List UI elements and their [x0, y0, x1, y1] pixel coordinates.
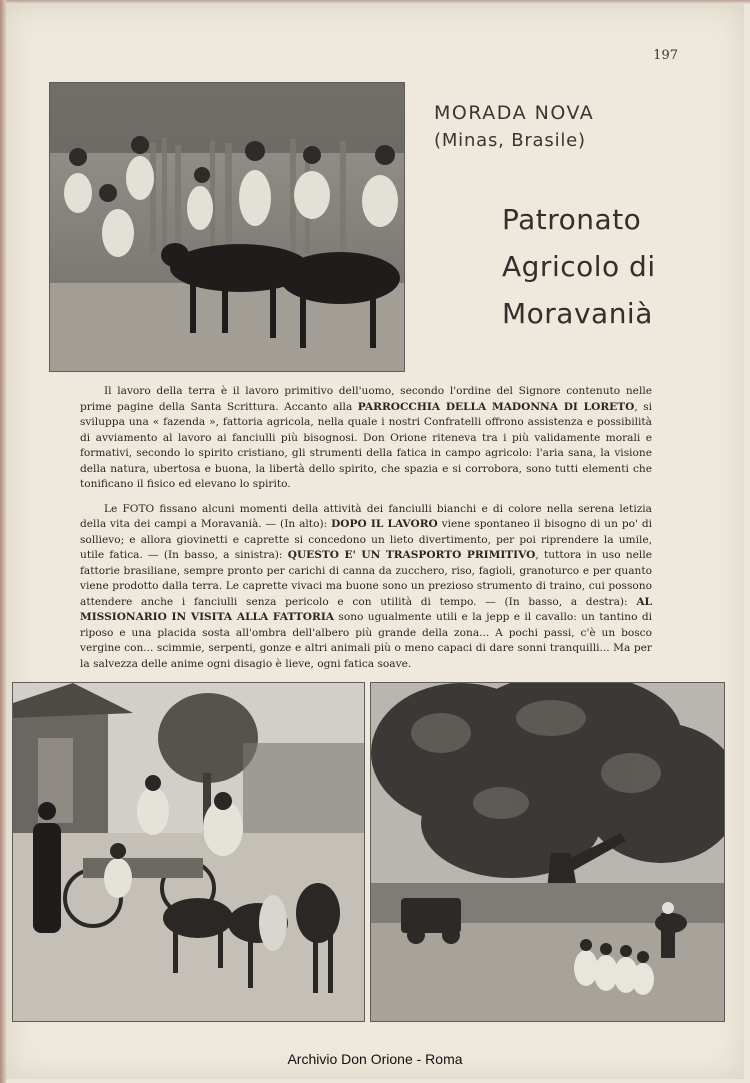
photo-tree-and-jeep [370, 682, 725, 1022]
text-run: Le FOTO fissano alcuni momenti della attività dei fanciulli bianchi e di colore nella serena letizia della vita dei campi a Moravanià. — (In alto): [80, 502, 652, 530]
bold-text-run: DOPO IL LAVORO [331, 518, 438, 530]
bold-text-run: AL MISSIONARIO IN VISITA ALLA FATTORIA [80, 595, 652, 623]
page-binding-edge [0, 0, 6, 1083]
photo-goat-cart [12, 682, 365, 1022]
bold-text-run: PARROCCHIA DELLA MADONNA DI LORETO [357, 400, 635, 413]
text-run: viene spontaneo il bisogno di un po' di sollievo; e allora giovinetti e caprette si concedono un lieto divertimento, per poi riprendere la umile, utile fatica. — (In basso, a sinistra): [80, 518, 652, 561]
page-number: 197 [653, 48, 678, 63]
region-name: (Minas, Brasile) [434, 130, 586, 151]
article-title [502, 196, 732, 337]
text-run: sono ugualmente utili e la jepp e il cavallo: un tantino di riposo e una placida sosta all'ombra dell'albero più grande della zona... A pochi passi, c'è un bosco vergine con... scimmie, serpenti, gonze e altri animali più o meno capaci di dare sonni tranquilli... Ma per la salvezza delle anime ogni disagio è lieve, ogni fatica soave. [80, 611, 652, 670]
text-run: , si sviluppa una « fazenda », fattoria agricola, nella quale i nostri Confratelli offrono assistenza e possibilità di avviamento al lavoro ai fanciulli più bisognosi. Don Orione riteneva tra i più validamente morali e formativi, secondo lo spirito cristiano, gli strumenti della fatica in campo agricolo: l'aria sana, la visione della natura, ubertosa e buona, la libertà dello spirito, che spazia e si corrobora, sono tutti elementi che tonificano il fisico ed elevano lo spirito. [80, 400, 652, 490]
archive-watermark-caption: Archivio Don Orione - Roma [287, 1051, 463, 1067]
title-line-3: Moravanià [502, 297, 653, 330]
text-run: , tuttora in uso nelle fattorie brasiliane, sempre pronto per carichi di canna da zucchero, riso, fagioli, granoturco e per quanto viene prodotto dalla terra. Le caprette vivaci ma buone sono un prezioso strumento di traino, cui possono attendere anche i fanciulli senza pericolo e con utilità di tempo. — (In basso, a destra): [80, 549, 652, 608]
bold-text-run: QUESTO E' UN TRASPORTO PRIMITIVO [287, 549, 536, 561]
article-body [80, 384, 652, 681]
text-run: Il lavoro della terra è il lavoro primitivo dell'uomo, secondo l'ordine del Signore contenuto nelle prime pagine della Santa Scrittura. Accanto alla [80, 385, 652, 413]
title-line-2: Agricolo di [502, 250, 656, 283]
photo-boys-with-goats [49, 82, 405, 372]
title-line-1: Patronato [502, 203, 642, 236]
paragraph-intro [80, 384, 652, 493]
heading-block [434, 100, 724, 154]
paragraph-photo-captions [80, 502, 652, 673]
place-name: MORADA NOVA [434, 102, 595, 124]
